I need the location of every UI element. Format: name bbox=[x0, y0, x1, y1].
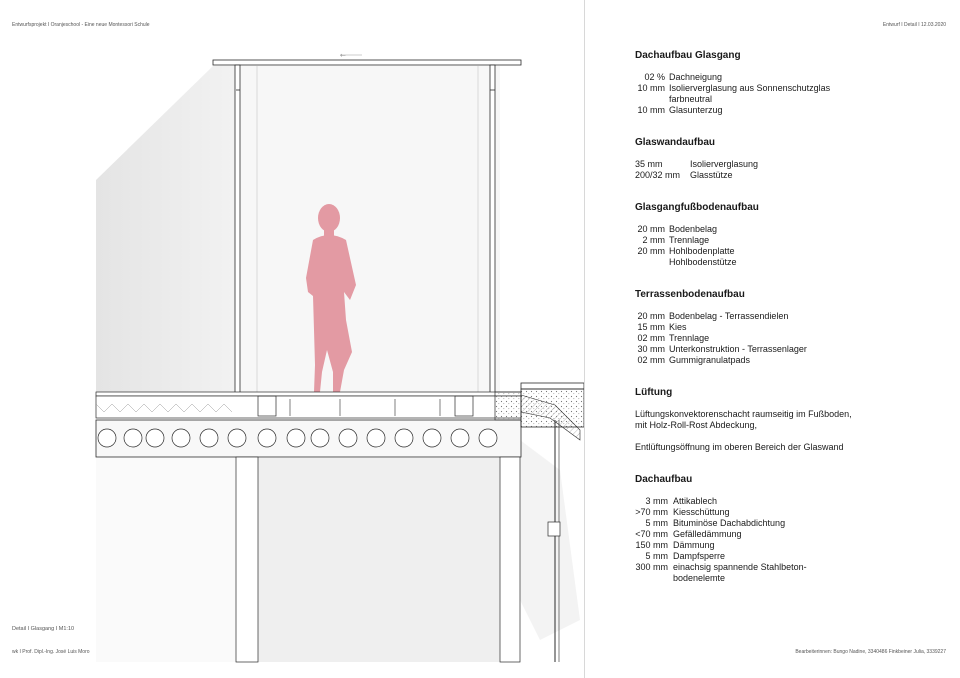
lower-shadow bbox=[236, 458, 500, 662]
page-divider bbox=[584, 0, 585, 678]
section-title: Lüftung bbox=[635, 387, 673, 398]
spec-row: 02 mm Trennlage bbox=[637, 333, 710, 343]
facade-bracket bbox=[548, 522, 560, 536]
column-right bbox=[500, 457, 520, 662]
spec-row: 20 mm Hohlbodenplatte bbox=[637, 246, 735, 256]
lueftung-text-2: Entlüftungsöffnung im oberen Bereich der Glaswand bbox=[635, 442, 844, 452]
spec-row: bodenelemte bbox=[673, 573, 726, 583]
section-title: Glaswandaufbau bbox=[635, 137, 716, 148]
section-title: Glasgangfußbodenaufbau bbox=[635, 202, 759, 213]
spec-row: 5 mm Bituminöse Dachabdichtung bbox=[645, 518, 786, 528]
floor-finish bbox=[96, 392, 521, 396]
lueftung-text: Lüftungskonvektorenschacht raumseitig im Fußboden, mit Holz-Roll-Rost Abdeckung, bbox=[635, 409, 852, 430]
roof-edge-block bbox=[495, 392, 521, 420]
spec-row: <70 mm Gefälledämmung bbox=[635, 529, 742, 539]
floor-hollow-space bbox=[96, 396, 521, 418]
project-title: Entwurfsprojekt I Oranjeschool - Eine neue Montessori Schule bbox=[12, 22, 150, 28]
attika-cap bbox=[521, 383, 584, 389]
section-lueftung bbox=[635, 387, 935, 453]
section-glaswand bbox=[635, 137, 935, 181]
spec-row: Hohlbodenstütze bbox=[669, 257, 737, 267]
authors-credit: Bearbeiterinnen: Bungo Nadine, 3340486 Finkbeiner Julia, 3339227 bbox=[795, 649, 946, 655]
left-shadow bbox=[96, 66, 236, 392]
spec-row: 2 mm Trennlage bbox=[642, 235, 710, 245]
section-dachaufbau bbox=[635, 474, 935, 584]
section-title: Terrassenbodenaufbau bbox=[635, 289, 745, 300]
spec-row: 200/32 mm Glasstütze bbox=[635, 170, 733, 180]
section-glasgang-boden bbox=[635, 202, 935, 268]
sheet-info: Entwurf I Detail I 12.03.2020 bbox=[882, 22, 946, 28]
spec-row: 5 mm Dampfsperre bbox=[645, 551, 726, 561]
column-left bbox=[236, 457, 258, 662]
spec-row: 35 mm Isolierverglasung bbox=[635, 159, 759, 169]
section-title: Dachaufbau Glasgang bbox=[635, 50, 741, 61]
spec-row: 10 mm Glasunterzug bbox=[637, 105, 723, 115]
spec-row: 15 mm Kies bbox=[637, 322, 687, 332]
spec-row: 20 mm Bodenbelag - Terrassendielen bbox=[637, 311, 789, 321]
spec-row: farbneutral bbox=[669, 94, 713, 104]
glass-post-left bbox=[235, 65, 240, 393]
spec-row: 20 mm Bodenbelag bbox=[637, 224, 718, 234]
section-title: Dachaufbau bbox=[635, 474, 693, 485]
spec-row: 150 mm Dämmung bbox=[635, 540, 715, 550]
specification-panel bbox=[635, 50, 935, 605]
lower-shadow-left bbox=[96, 458, 236, 662]
section-terrasse bbox=[635, 289, 935, 366]
spec-row: 02 % Dachneigung bbox=[644, 72, 723, 82]
spec-row: 10 mm Isolierverglasung aus Sonnenschutzglas bbox=[637, 83, 831, 93]
spec-row: 3 mm Attikablech bbox=[645, 496, 718, 506]
professor-credit: wk I Prof. Dipl.-Ing. José Luis Moro bbox=[12, 649, 90, 655]
spec-row: 02 mm Gummigranulatpads bbox=[637, 355, 751, 365]
glass-roof bbox=[213, 60, 521, 65]
spec-row: 30 mm Unterkonstruktion - Terrassenlager bbox=[637, 344, 807, 354]
spec-row: 300 mm einachsig spannende Stahlbeton- bbox=[635, 562, 807, 572]
slab-cores bbox=[98, 429, 497, 447]
arrow-left-icon: ← bbox=[340, 51, 346, 60]
room-shade bbox=[236, 66, 500, 392]
spec-row: >70 mm Kiesschüttung bbox=[635, 507, 730, 517]
drawing-scale-label: Detail I Glasgang I M1:10 bbox=[12, 626, 75, 632]
section-dach-glasgang bbox=[635, 50, 935, 116]
glass-post-right bbox=[490, 65, 495, 393]
